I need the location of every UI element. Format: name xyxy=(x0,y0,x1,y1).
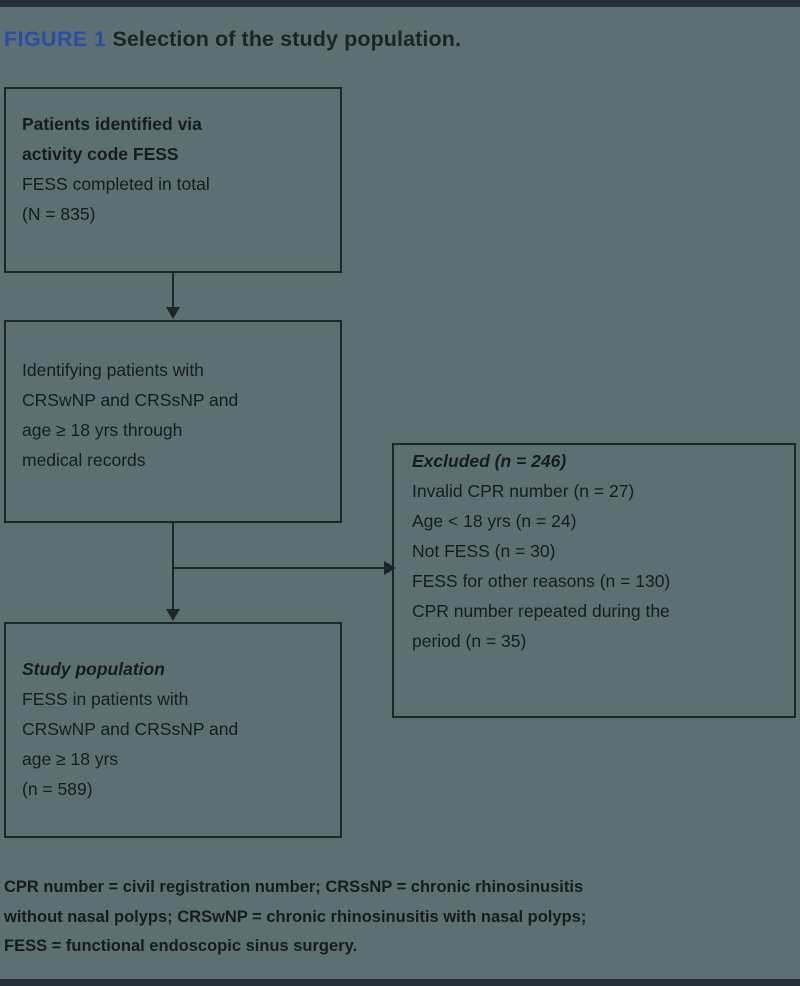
box2-line3: age ≥ 18 yrs through xyxy=(22,420,183,440)
flow-box-study-population xyxy=(4,622,342,838)
box3-line4: (n = 589) xyxy=(22,779,93,799)
excluded-heading: Excluded (n = 246) xyxy=(412,451,567,471)
flow-box-study-population-text xyxy=(22,654,330,804)
arrow-identified-to-identifying-line xyxy=(172,273,174,307)
box1-line3: FESS completed in total xyxy=(22,174,210,194)
figure-caption: Selection of the study population. xyxy=(112,27,462,51)
flow-box-patients-identified xyxy=(4,87,342,273)
footnote-line-2: without nasal polyps; CRSwNP = chronic rhinosinusitis with nasal polyps; xyxy=(4,907,587,926)
arrow-identifying-to-study-head xyxy=(166,609,180,621)
flow-box-patients-identified-text xyxy=(22,109,330,229)
bottom-divider xyxy=(0,979,800,986)
excluded-item-4: FESS for other reasons (n = 130) xyxy=(412,571,671,591)
box1-line1: Patients identified via xyxy=(22,114,202,134)
excluded-item-2: Age < 18 yrs (n = 24) xyxy=(412,511,577,531)
arrow-identified-to-identifying-head xyxy=(166,307,180,319)
flow-box-excluded-text xyxy=(412,446,784,656)
flow-box-identifying-patients xyxy=(4,320,342,523)
box2-line2: CRSwNP and CRSsNP and xyxy=(22,390,239,410)
top-divider xyxy=(0,0,800,7)
figure-label: FIGURE 1 xyxy=(4,27,107,51)
excluded-item-5: CPR number repeated during the xyxy=(412,601,670,621)
figure-footnote xyxy=(4,873,794,962)
figure-title xyxy=(4,27,461,52)
arrow-identifying-to-study-line xyxy=(172,523,174,609)
box2-line1: Identifying patients with xyxy=(22,360,204,380)
study-heading: Study population xyxy=(22,659,165,679)
box3-line2: CRSwNP and CRSsNP and xyxy=(22,719,239,739)
flow-box-excluded xyxy=(392,443,796,718)
box3-line1: FESS in patients with xyxy=(22,689,189,709)
excluded-item-1: Invalid CPR number (n = 27) xyxy=(412,481,635,501)
flow-box-identifying-patients-text xyxy=(22,355,330,475)
excluded-item-3: Not FESS (n = 30) xyxy=(412,541,556,561)
footnote-line-1: CPR number = civil registration number; CRSsNP = chronic rhinosinusitis xyxy=(4,878,584,896)
box1-line4: (N = 835) xyxy=(22,204,96,224)
excluded-item-6: period (n = 35) xyxy=(412,631,527,651)
box2-line4: medical records xyxy=(22,450,146,470)
box3-line3: age ≥ 18 yrs xyxy=(22,749,119,769)
footnote-line-3: FESS = functional endoscopic sinus surgery. xyxy=(4,937,358,955)
arrow-to-excluded-line xyxy=(172,567,384,569)
box1-line2: activity code FESS xyxy=(22,144,179,164)
